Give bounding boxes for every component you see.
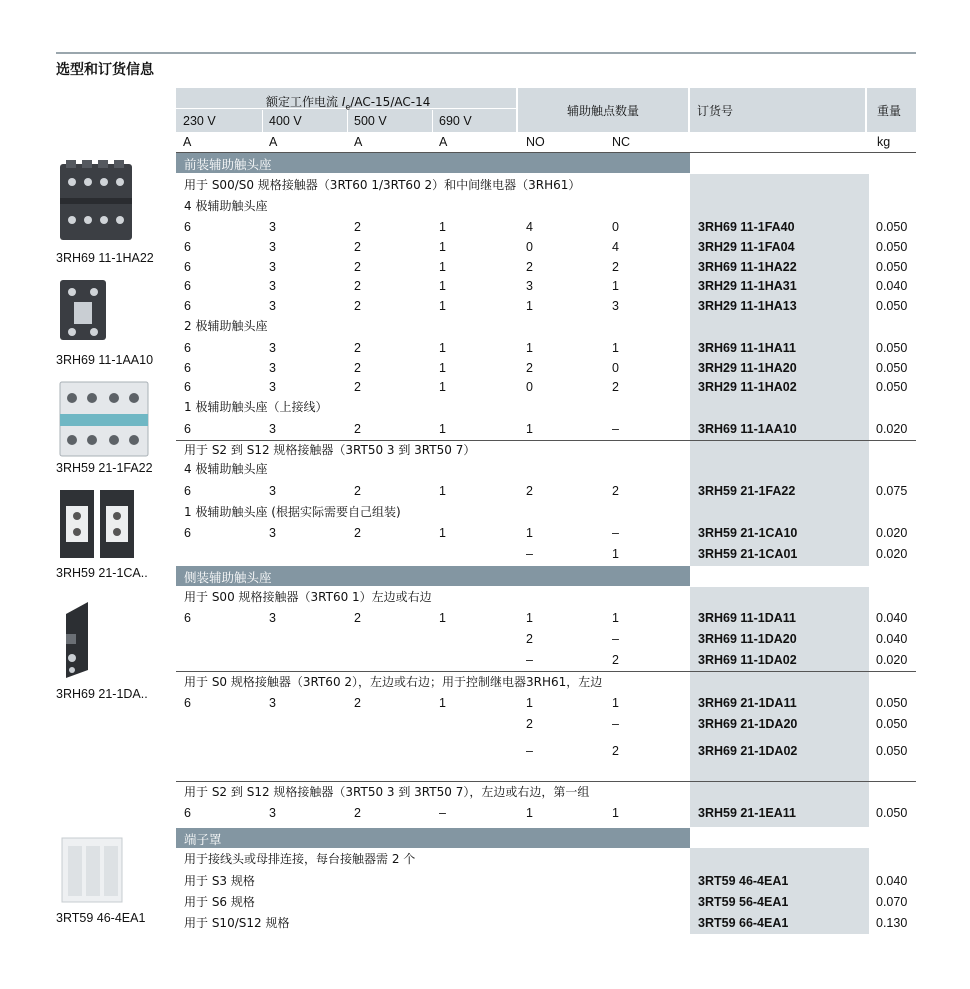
table-cell: 3 <box>269 220 276 234</box>
header-voltage-230: 230 V <box>183 114 216 128</box>
weight-value: 0.020 <box>876 547 908 561</box>
table-cell: 2 <box>354 341 361 355</box>
note-terminal-cover: 用于接线头或母排连接，每台接触器需 2 个 <box>184 852 416 866</box>
table-cell: 1 <box>439 299 446 313</box>
table-cell: 2 <box>354 422 361 436</box>
order-number: 3RH29 11-1HA20 <box>698 361 797 375</box>
weight-value: 0.050 <box>876 696 908 710</box>
table-cell: 6 <box>184 341 191 355</box>
product-image-terminal-cover <box>58 832 130 906</box>
image-caption: 3RT59 46-4EA1 <box>56 911 146 925</box>
table-cell: 1 <box>439 696 446 710</box>
table-cell: 3 <box>269 361 276 375</box>
table-cell: 6 <box>184 806 191 820</box>
top-rule <box>56 52 916 54</box>
cover-s6-label: 用于 S6 规格 <box>184 895 255 909</box>
table-cell: 6 <box>184 240 191 254</box>
table-cell: 3 <box>269 806 276 820</box>
note-s00-s0: 用于 S00/S0 规格接触器（3RT60 1/3RT60 2）和中间继电器（3RH61） <box>184 178 581 192</box>
order-number: 3RH69 21-1DA02 <box>698 744 798 758</box>
order-number: 3RH29 11-1FA04 <box>698 240 795 254</box>
weight-value: 0.050 <box>876 744 908 758</box>
table-cell: 1 <box>439 361 446 375</box>
weight-value: 0.020 <box>876 526 908 540</box>
table-cell: 2 <box>354 361 361 375</box>
order-number: 3RH69 11-1DA02 <box>698 653 797 667</box>
order-number: 3RH59 21-1FA22 <box>698 484 796 498</box>
order-number: 3RH69 11-1DA20 <box>698 632 797 646</box>
section-front-mounted: 前装辅助触头座 <box>176 153 690 173</box>
table-cell: 3 <box>269 240 276 254</box>
table-cell: 3 <box>269 260 276 274</box>
table-cell: 1 <box>612 279 619 293</box>
note-s0-side: 用于 S0 规格接触器（3RT60 2），左边或右边；用于控制继电器3RH61，左边 <box>184 675 603 689</box>
unit-no: NO <box>526 135 545 149</box>
cover-s10-label: 用于 S10/S12 规格 <box>184 916 290 930</box>
order-number: 3RH69 11-1AA10 <box>698 422 797 436</box>
weight-value: 0.130 <box>876 916 908 930</box>
header-voltage-690: 690 V <box>439 114 472 128</box>
note-1pole-self: 1 极辅助触头座 (根据实际需要自己组装) <box>184 505 401 519</box>
weight-value: 0.040 <box>876 279 908 293</box>
table-cell: 6 <box>184 279 191 293</box>
unit-a: A <box>269 135 278 149</box>
note-4pole: 4 极辅助触头座 <box>184 199 268 213</box>
table-cell: 2 <box>612 744 619 758</box>
table-cell: 3 <box>269 526 276 540</box>
table-cell: 6 <box>184 422 191 436</box>
note-s2-s12: 用于 S2 到 S12 规格接触器（3RT50 3 到 3RT50 7） <box>184 443 476 457</box>
order-number: 3RH69 11-1HA11 <box>698 341 796 355</box>
table-cell: 6 <box>184 696 191 710</box>
table-cell: 1 <box>612 547 619 561</box>
table-cell: 3 <box>526 279 533 293</box>
table-cell: 1 <box>526 611 533 625</box>
order-number: 3RH29 11-1HA13 <box>698 299 797 313</box>
table-cell: 2 <box>354 696 361 710</box>
order-number: 3RH69 11-1HA22 <box>698 260 797 274</box>
table-cell: 2 <box>612 484 619 498</box>
cover-s3-label: 用于 S3 规格 <box>184 874 255 888</box>
table-cell: 3 <box>269 299 276 313</box>
table-cell: – <box>612 526 619 540</box>
order-number: 3RH69 21-1DA11 <box>698 696 797 710</box>
product-image-4pole-block <box>58 158 134 244</box>
table-cell: 6 <box>184 611 191 625</box>
table-cell: 6 <box>184 361 191 375</box>
image-caption: 3RH59 21-1CA.. <box>56 566 148 580</box>
image-caption: 3RH69 11-1HA22 <box>56 251 154 265</box>
table-cell: 2 <box>612 260 619 274</box>
weight-value: 0.075 <box>876 484 908 498</box>
table-cell: 1 <box>526 806 533 820</box>
table-cell: – <box>526 547 533 561</box>
table-cell: 1 <box>439 422 446 436</box>
table-cell: 1 <box>439 240 446 254</box>
unit-a: A <box>183 135 192 149</box>
table-cell: 2 <box>526 484 533 498</box>
header-voltage-400: 400 V <box>269 114 302 128</box>
table-cell: 2 <box>354 279 361 293</box>
table-cell: 1 <box>439 220 446 234</box>
unit-a: A <box>439 135 448 149</box>
table-cell: 3 <box>269 484 276 498</box>
table-cell: – <box>526 653 533 667</box>
note-2pole: 2 极辅助触头座 <box>184 319 268 333</box>
order-number: 3RT59 66-4EA1 <box>698 916 789 930</box>
table-cell: 1 <box>612 806 619 820</box>
weight-value: 0.050 <box>876 806 908 820</box>
table-cell: 0 <box>526 380 533 394</box>
note-s00-side: 用于 S00 规格接触器（3RT60 1）左边或右边 <box>184 590 432 604</box>
table-cell: – <box>612 632 619 646</box>
table-cell: 2 <box>354 484 361 498</box>
table-cell: 2 <box>354 526 361 540</box>
section-terminal-cover: 端子罩 <box>176 828 690 848</box>
table-cell: 4 <box>612 240 619 254</box>
table-cell: 2 <box>354 260 361 274</box>
product-image-3rh59-1pole <box>58 486 138 562</box>
table-cell: – <box>612 422 619 436</box>
table-cell: 3 <box>612 299 619 313</box>
order-number: 3RH69 11-1FA40 <box>698 220 795 234</box>
order-number: 3RT59 46-4EA1 <box>698 874 789 888</box>
unit-a: A <box>354 135 363 149</box>
order-number: 3RH59 21-1EA11 <box>698 806 796 820</box>
table-cell: 0 <box>612 220 619 234</box>
table-cell: 1 <box>526 696 533 710</box>
product-image-3rh59-4pole <box>58 380 150 458</box>
table-cell: 0 <box>526 240 533 254</box>
table-cell: 3 <box>269 341 276 355</box>
page-title: 选型和订货信息 <box>56 62 154 78</box>
table-cell: – <box>612 717 619 731</box>
weight-value: 0.050 <box>876 361 908 375</box>
image-caption: 3RH59 21-1FA22 <box>56 461 153 475</box>
header-aux-contacts: 辅助触点数量 <box>567 104 640 118</box>
order-number: 3RH29 11-1HA31 <box>698 279 797 293</box>
section-side-mounted: 侧装辅助触头座 <box>176 566 690 586</box>
table-cell: 1 <box>439 484 446 498</box>
table-cell: 6 <box>184 526 191 540</box>
note-s2-s12-side: 用于 S2 到 S12 规格接触器（3RT50 3 到 3RT50 7），左边或右边，第一组 <box>184 785 590 799</box>
table-cell: 3 <box>269 279 276 293</box>
order-number: 3RH59 21-1CA01 <box>698 547 798 561</box>
table-cell: 3 <box>269 696 276 710</box>
weight-value: 0.070 <box>876 895 908 909</box>
table-cell: 2 <box>526 717 533 731</box>
table-cell: 2 <box>354 220 361 234</box>
order-number: 3RH69 11-1DA11 <box>698 611 796 625</box>
weight-value: 0.050 <box>876 380 908 394</box>
table-cell: 1 <box>526 526 533 540</box>
table-cell: 1 <box>612 341 619 355</box>
table-cell: 1 <box>612 611 619 625</box>
table-cell: 1 <box>526 341 533 355</box>
table-cell: 2 <box>612 380 619 394</box>
table-cell: 1 <box>439 611 446 625</box>
table-cell: 3 <box>269 380 276 394</box>
table-cell: 1 <box>439 341 446 355</box>
table-cell: 2 <box>354 240 361 254</box>
unit-nc: NC <box>612 135 631 149</box>
weight-value: 0.050 <box>876 341 908 355</box>
product-image-side-block <box>58 600 98 680</box>
header-weight: 重量 <box>877 104 902 118</box>
order-number: 3RH69 21-1DA20 <box>698 717 798 731</box>
table-cell: 1 <box>526 422 533 436</box>
table-cell: 1 <box>439 380 446 394</box>
weight-value: 0.050 <box>876 717 908 731</box>
table-cell: 3 <box>269 611 276 625</box>
table-cell: 6 <box>184 260 191 274</box>
weight-value: 0.020 <box>876 653 908 667</box>
weight-value: 0.050 <box>876 299 908 313</box>
table-cell: – <box>439 806 446 820</box>
table-cell: 4 <box>526 220 533 234</box>
table-cell: 2 <box>354 806 361 820</box>
header-current: 额定工作电流 $I_e/AC-15/AC-14$ <box>266 95 431 112</box>
table-cell: 0 <box>612 361 619 375</box>
weight-value: 0.050 <box>876 260 908 274</box>
table-cell: 6 <box>184 299 191 313</box>
weight-value: 0.020 <box>876 422 908 436</box>
header-voltage-500: 500 V <box>354 114 387 128</box>
table-cell: 2 <box>354 299 361 313</box>
header-order-no: 订货号 <box>697 104 734 118</box>
table-cell: 2 <box>354 611 361 625</box>
unit-kg: kg <box>877 135 891 149</box>
weight-value: 0.050 <box>876 240 908 254</box>
weight-value: 0.040 <box>876 611 908 625</box>
product-image-1pole-block <box>58 276 108 342</box>
table-cell: 1 <box>439 260 446 274</box>
table-cell: 1 <box>612 696 619 710</box>
table-cell: – <box>526 744 533 758</box>
order-number: 3RT59 56-4EA1 <box>698 895 789 909</box>
table-cell: 6 <box>184 220 191 234</box>
order-number: 3RH59 21-1CA10 <box>698 526 798 540</box>
note-1pole-top: 1 极辅助触头座（上接线） <box>184 400 328 414</box>
table-cell: 1 <box>439 526 446 540</box>
weight-value: 0.040 <box>876 632 908 646</box>
weight-value: 0.050 <box>876 220 908 234</box>
table-cell: 2 <box>526 632 533 646</box>
table-cell: 6 <box>184 484 191 498</box>
table-cell: 2 <box>526 260 533 274</box>
table-cell: 1 <box>439 279 446 293</box>
image-caption: 3RH69 21-1DA.. <box>56 687 148 701</box>
image-caption: 3RH69 11-1AA10 <box>56 353 154 367</box>
order-number: 3RH29 11-1HA02 <box>698 380 797 394</box>
table-cell: 6 <box>184 380 191 394</box>
table-cell: 2 <box>612 653 619 667</box>
table-cell: 2 <box>526 361 533 375</box>
table-cell: 2 <box>354 380 361 394</box>
weight-value: 0.040 <box>876 874 908 888</box>
note-4pole: 4 极辅助触头座 <box>184 462 268 476</box>
table-cell: 1 <box>526 299 533 313</box>
table-cell: 3 <box>269 422 276 436</box>
